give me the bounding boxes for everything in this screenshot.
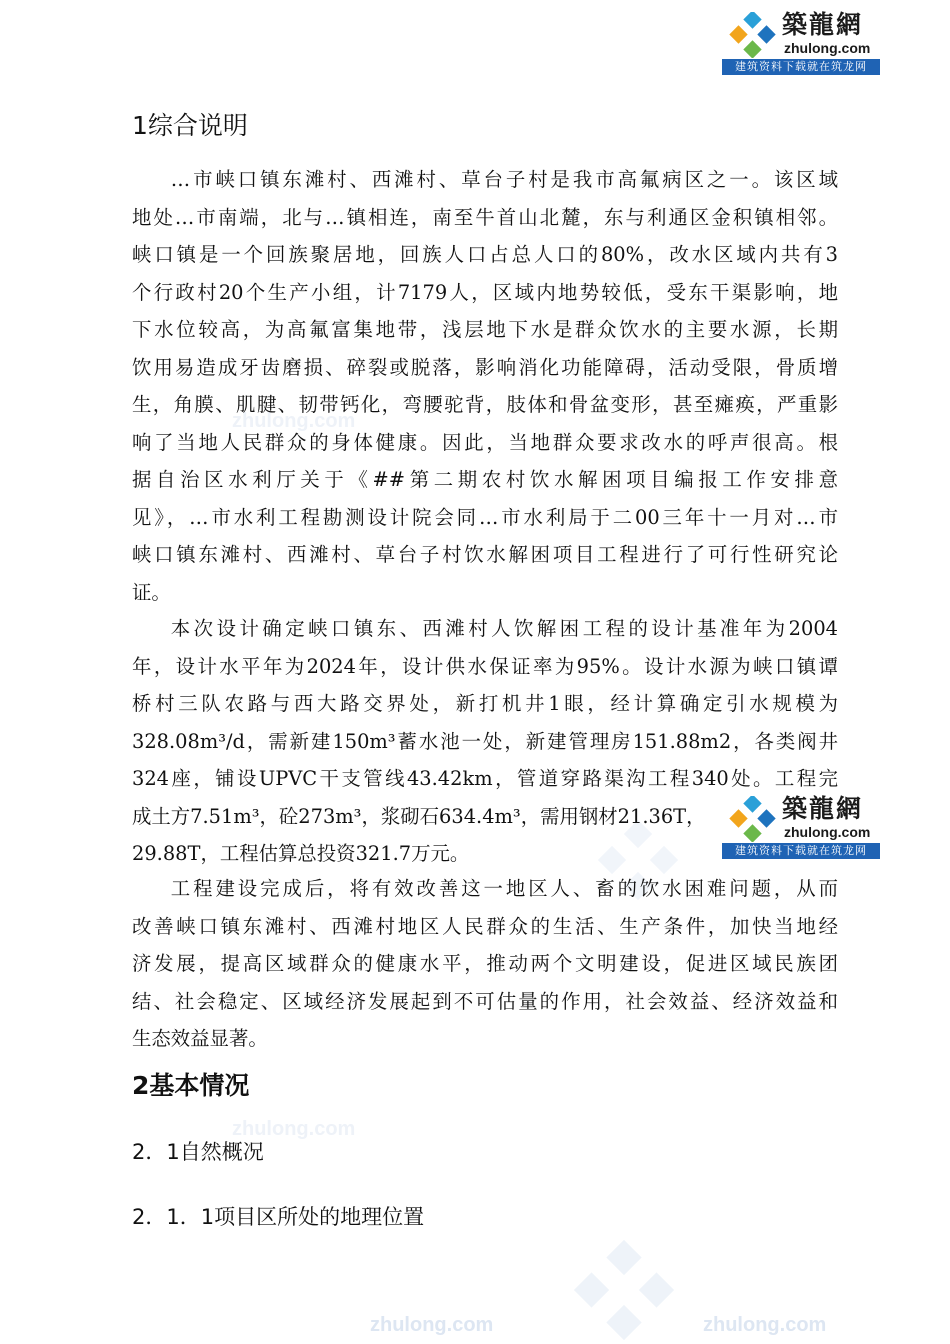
logo-domain: zhulong.com: [784, 40, 871, 56]
section-heading-1: 1综合说明: [132, 111, 248, 140]
text-line: 响了当地人民群众的身体健康。因此，当地群众要求改水的呼声很高。根: [132, 430, 838, 454]
paragraph-1: [132, 161, 838, 611]
logo-chinese-name: 築龍網: [782, 10, 864, 39]
zhulong-diamond-icon: [726, 12, 780, 58]
text-line: 328.08m³/d，需新建150m³蓄水池一处，新建管理房151.88m2，各类阀井: [132, 729, 838, 753]
text-line: 见》，…市水利工程勘测设计院会同…市水利局于二00三年十一月对…市: [132, 505, 838, 529]
text-line: 下水位较高，为高氟富集地带，浅层地下水是群众饮水的主要水源，长期: [132, 318, 838, 341]
text-line: 据自治区水利厅关于《##第二期农村饮水解困项目编报工作安排意: [132, 468, 838, 491]
text-line: 本次设计确定峡口镇东、西滩村人饮解困工程的设计基准年为2004: [170, 617, 838, 640]
text-line: 地处…市南端，北与…镇相连，南至牛首山北麓，东与利通区金积镇相邻。: [132, 205, 838, 229]
watermark-text: zhulong.com: [232, 410, 356, 432]
text-line: 结、社会稳定、区域经济发展起到不可估量的作用，社会效益、经济效益和: [132, 989, 838, 1013]
logo-slogan: 建筑资料下载就在筑龙网: [722, 59, 880, 75]
text-line: 生，角膜、肌腱、韧带钙化，弯腰驼背，肢体和骨盆变形，甚至瘫痪，严重影: [132, 393, 838, 416]
text-line: 峡口镇是一个回族聚居地，回族人口占总人口的80%，改水区域内共有3: [132, 243, 838, 266]
text-line: 个行政村20个生产小组，计7179人，区域内地势较低，受东干渠影响，地: [132, 280, 838, 304]
logo-chinese-name: 築龍網: [782, 794, 864, 823]
zhulong-logo: [722, 792, 880, 858]
section-heading-2: 2基本情况: [132, 1071, 250, 1100]
text-line: 324座，铺设UPVC干支管线43.42km，管道穿路渠沟工程340处。工程完: [132, 767, 838, 790]
watermark-text: zhulong.com: [232, 1118, 356, 1140]
text-line: 改善峡口镇东滩村、西滩村地区人民群众的生活、生产条件，加快当地经: [132, 914, 838, 938]
zhulong-diamond-icon: [726, 796, 780, 842]
logo-domain: zhulong.com: [784, 824, 871, 840]
text-line: 年，设计水平年为2024年，设计供水保证率为95%。设计水源为峡口镇谭: [132, 654, 838, 678]
text-line: …市峡口镇东滩村、西滩村、草台子村是我市高氟病区之一。该区域: [170, 168, 838, 191]
watermark-diamond-icon: [574, 1240, 674, 1340]
text-line: 济发展，提高区域群众的健康水平，推动两个文明建设，促进区域民族团: [132, 952, 838, 975]
logo-slogan: 建筑资料下载就在筑龙网: [722, 843, 880, 859]
text-line: 证。: [132, 580, 171, 604]
watermark-text: zhulong.com: [370, 1314, 494, 1336]
text-line: 生态效益显著。: [132, 1027, 268, 1050]
zhulong-logo: [722, 8, 880, 74]
paragraph-3: [132, 870, 838, 1058]
text-line: 成土方7.51m³，砼273m³，浆砌石634.4m³，需用钢材21.36T，: [132, 804, 706, 828]
text-line: 29.88T，工程估算总投资321.7万元。: [132, 842, 470, 865]
subsubsection-heading: 2．1．1项目区所处的地理位置: [132, 1205, 425, 1229]
text-line: 峡口镇东滩村、西滩村、草台子村饮水解困项目工程进行了可行性研究论: [132, 543, 838, 566]
text-line: 饮用易造成牙齿磨损、碎裂或脱落，影响消化功能障碍，活动受限，骨质增: [132, 355, 838, 379]
watermark-text: zhulong.com: [703, 1314, 827, 1336]
text-line: 桥村三队农路与西大路交界处，新打机井1眼，经计算确定引水规模为: [132, 692, 838, 715]
subsection-heading: 2．1自然概况: [132, 1140, 264, 1164]
text-line: 工程建设完成后，将有效改善这一地区人、畜的饮水困难问题，从而: [170, 877, 838, 900]
